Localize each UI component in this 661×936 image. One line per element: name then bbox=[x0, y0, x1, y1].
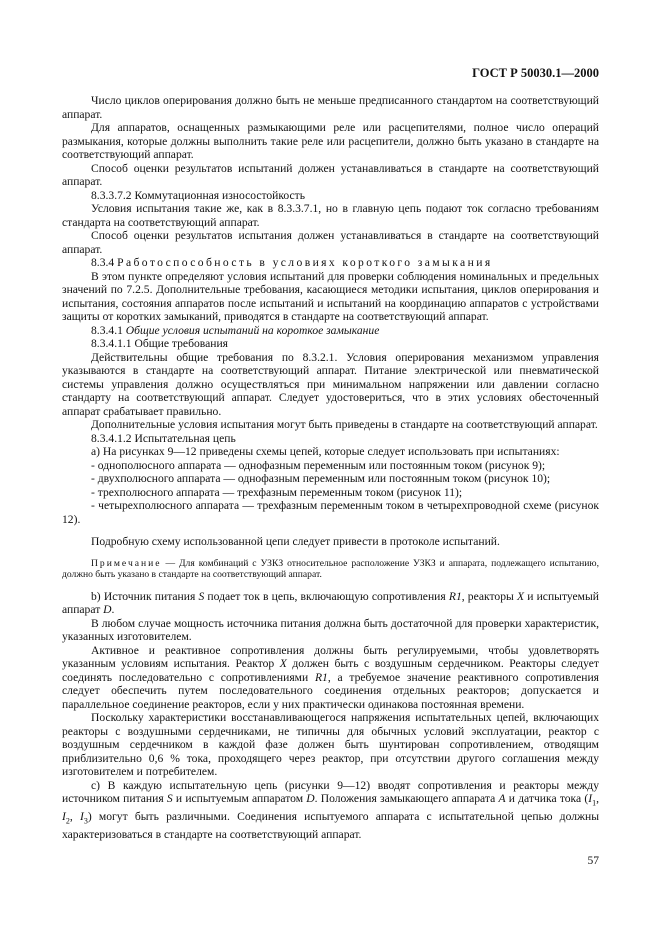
note-label: Примечание bbox=[91, 557, 162, 569]
paragraph: Способ оценки результатов испытания должен устанавливаться в стандарте на соответствующий аппарат. bbox=[62, 229, 599, 256]
section-title: Общие условия испытаний на короткое замыкание bbox=[125, 323, 380, 337]
paragraph: Число циклов оперирования должно быть не меньше предписанного стандартом на соответствующий аппарат. bbox=[62, 94, 599, 121]
paragraph: Поскольку характеристики восстанавливающегося напряжения испытательных цепей, включающих реакторы с воздушными сердечниками, не типичны для обычных условий эксплуатации, реактор с воздушным сердечником в каждой фазе должен быть шунтирован сопротивлением, отводящим приблизительно 0,6 % тока, проходящего через реактор, при отсутствии другого соглашения между изготовителем и потребителем. bbox=[62, 711, 599, 779]
paragraph: b) Источник питания S подает ток в цепь, включающую сопротивления R1, реакторы X и испытуемый аппарат D. bbox=[62, 589, 599, 617]
page-number: 57 bbox=[587, 855, 599, 867]
paragraph: В этом пункте определяют условия испытаний для проверки соблюдения номинальных и предельных значений по 7.2.5. Дополнительные требования, касающиеся методики испытания, циклов оперирования и испытания, состояния аппаратов после испытаний и испытаний на координацию аппаратов с устройствами защиты от коротких замыканий, приводятся в стандарте на соответствующий аппарат. bbox=[62, 269, 599, 323]
section-number: 8.3.4 bbox=[91, 256, 115, 269]
page-body bbox=[62, 94, 599, 841]
paragraph: Для аппаратов, оснащенных размыкающими реле или расцепителями, полное число операций размыкания, которые должны выполнить такие реле или расцепители, должно быть указано в стандарте на соответствующий аппарат. bbox=[62, 121, 599, 161]
paragraph: Условия испытания такие же, как в 8.3.3.7.1, но в главную цепь подают ток согласно требованиям стандарта на соответствующий аппарат. bbox=[62, 202, 599, 229]
section-title: Работоспособность в условиях короткого замыкания bbox=[117, 256, 493, 269]
list-item: - четырехполюсного аппарата — трехфазным переменным током в четырехпроводной схеме (рисунок 12). bbox=[62, 499, 599, 526]
paragraph: Подробную схему использованной цепи следует привести в протоколе испытаний. bbox=[91, 535, 500, 548]
paragraph: Действительны общие требования по 8.3.2.1. Условия оперирования механизмом управления указываются в стандарте на соответствующий аппарат. Питание электрической или пневматической системы управления должно осуществляться при минимальном напряжении или давлении согласно стандарту на соответствующий аппарат. Следует удостовериться, что в этих условиях обесточенный аппарат срабатывает правильно. bbox=[62, 350, 599, 418]
section-heading bbox=[62, 324, 599, 338]
list-item: - двухполюсного аппарата — однофазным переменным или постоянным током (рисунок 10); bbox=[91, 472, 551, 485]
list-intro: а) На рисунках 9—12 приведены схемы цепей, которые следует использовать при испытаниях: bbox=[91, 445, 560, 458]
section-heading: 8.3.3.7.2 Коммутационная износостойкость bbox=[91, 188, 306, 202]
paragraph: Способ оценки результатов испытаний должен устанавливаться в стандарте на соответствующий аппарат. bbox=[62, 161, 599, 188]
section-heading: 8.3.4.1.2 Испытательная цепь bbox=[91, 431, 236, 445]
section-number: 8.3.4.1 bbox=[91, 323, 123, 337]
note-text: — Для комбинаций с УЗКЗ относительное расположение УЗКЗ и аппарата, подлежащего испытанию, должно быть указано в стандарте на соответствующий аппарат. bbox=[62, 557, 599, 581]
document-header: ГОСТ Р 50030.1—2000 bbox=[472, 66, 599, 80]
list-item: - трехполюсного аппарата — трехфазным переменным током (рисунок 11); bbox=[91, 485, 463, 499]
section-heading bbox=[62, 256, 599, 270]
paragraph: Активное и реактивное сопротивления должны быть регулируемыми, чтобы удовлетворять указанным условиям испытания. Реактор X должен быть с воздушным сердечником. Реакторы следует соединять последовательно с сопротивлениями R1, а требуемое значение реактивного сопротивления следует обеспечить путем последовательного соединения отдельных реакторов; допускается и параллельное соединение реакторов, если у них практически одинакова постоянная времени. bbox=[62, 643, 599, 711]
paragraph: Дополнительные условия испытания могут быть приведены в стандарте на соответствующий аппарат. bbox=[91, 418, 598, 431]
paragraph: c) В каждую испытательную цепь (рисунки 9—12) вводят сопротивления и реакторы между источником питания S и испытуемым аппаратом D. Положения замыкающего аппарата A и датчика тока ($I_1$, $I_2$, $I_3$) могут быть различными. Соединения испытуемого аппарата с испытательной цепью должны характеризоваться в стандарте на соответствующий аппарат. bbox=[62, 778, 600, 841]
paragraph: В любом случае мощность источника питания должна быть достаточной для проверки характеристик, указанных изготовителем. bbox=[62, 616, 599, 644]
list-item: - однополюсного аппарата — однофазным переменным или постоянным током (рисунок 9); bbox=[91, 458, 546, 472]
section-heading: 8.3.4.1.1 Общие требования bbox=[91, 337, 228, 350]
note bbox=[62, 558, 599, 581]
